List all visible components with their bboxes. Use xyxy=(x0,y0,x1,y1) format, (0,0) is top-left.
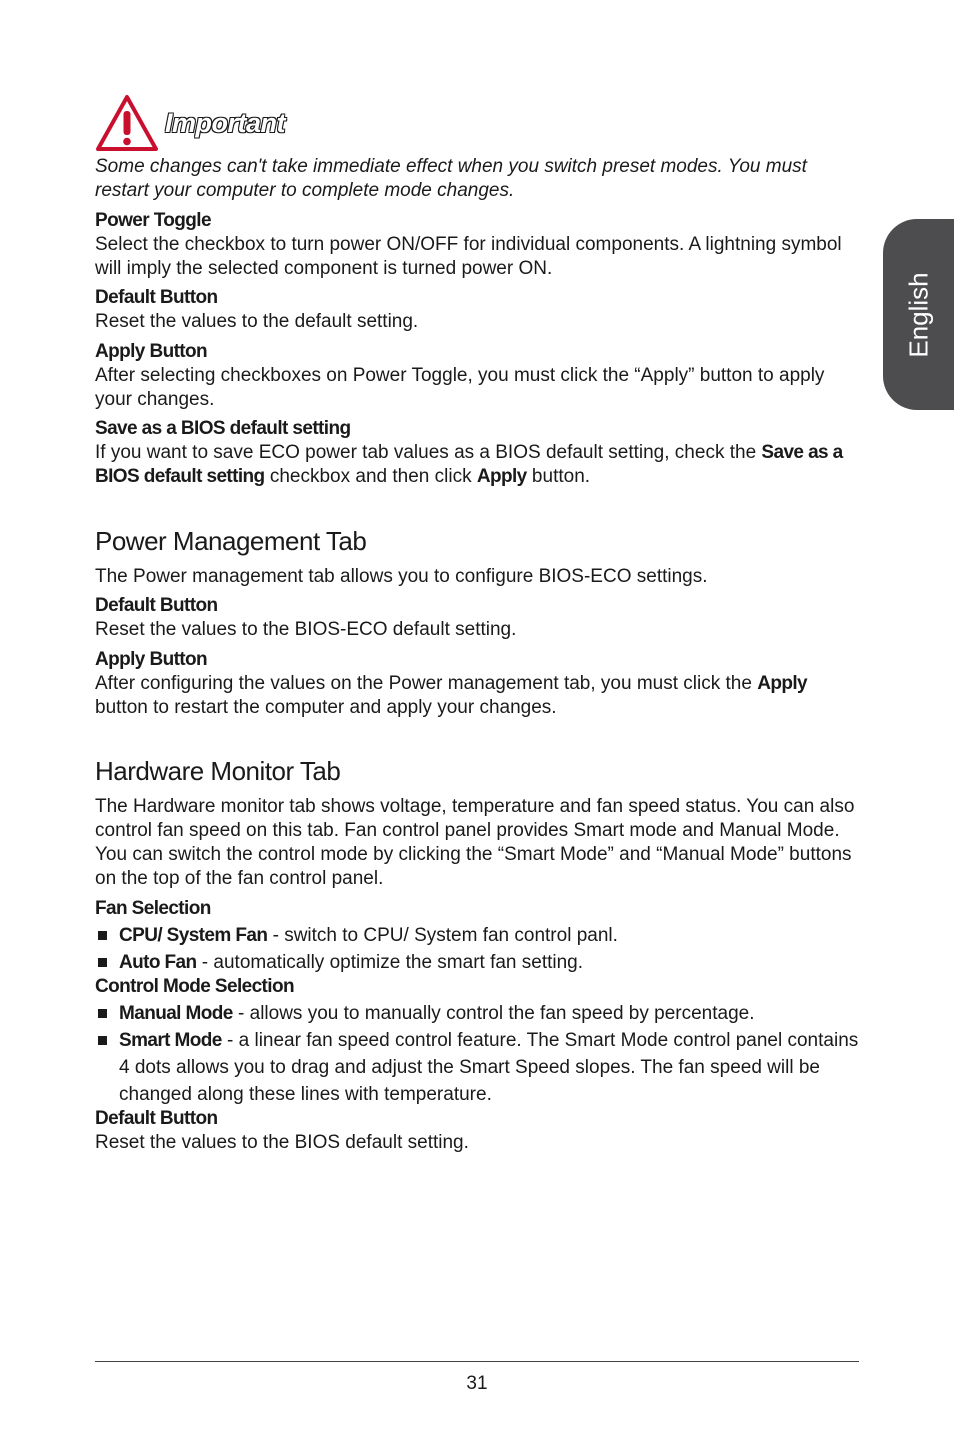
section-text: Select the checkbox to turn power ON/OFF for individual components. A lightning symbol will imply the selected component is turned power ON. xyxy=(95,234,842,279)
section-subheading: Save as a BIOS default setting xyxy=(95,418,351,439)
fan-selection-list xyxy=(95,922,859,976)
eco-item-apply-button xyxy=(95,340,859,412)
eco-item-power-toggle xyxy=(95,209,859,281)
power-management-title: Power Management Tab xyxy=(95,526,367,556)
pm-apply-button-item xyxy=(95,648,859,720)
list-item: CPU/ System Fan - switch to CPU/ System fan control panl. xyxy=(95,922,859,949)
language-tab-english xyxy=(883,219,954,410)
section-subheading: Default Button xyxy=(95,287,218,308)
section-subheading: Default Button xyxy=(95,595,218,616)
control-mode-list xyxy=(95,1000,859,1108)
eco-item-save-bios-default xyxy=(95,417,859,489)
section-subheading: Apply Button xyxy=(95,649,208,670)
hm-default-button-item xyxy=(95,1107,859,1155)
list-item: Smart Mode - a linear fan speed control feature. The Smart Mode control panel contains 4 dots allows you to drag and adjust the Smart Speed slopes. The fan speed will be changed along these lines with temperature. xyxy=(95,1027,859,1108)
important-header xyxy=(95,94,495,152)
section-text: If you want to save ECO power tab values as a BIOS default setting, check the Save as a BIOS default setting checkbox and then click Apply button. xyxy=(95,442,843,487)
section-subheading: Default Button xyxy=(95,1108,218,1129)
section-subheading: Fan Selection xyxy=(95,898,211,919)
section-subheading: Control Mode Selection xyxy=(95,976,294,997)
hardware-monitor-intro: The Hardware monitor tab shows voltage, temperature and fan speed status. You can also control fan speed on this tab. Fan control panel provides Smart mode and Manual Mode. You can switch the control mode by clicking the “Smart Mode” and “Manual Mode” buttons on the top of the fan control panel. xyxy=(95,796,855,889)
important-title: Important xyxy=(165,108,285,138)
section-text: After configuring the values on the Power management tab, you must click the Apply button to restart the computer and apply your changes. xyxy=(95,673,807,718)
section-text: Reset the values to the default setting. xyxy=(95,311,419,332)
language-tab-label: English xyxy=(903,271,934,358)
section-text: Reset the values to the BIOS-ECO default setting. xyxy=(95,619,517,640)
section-subheading: Power Toggle xyxy=(95,210,211,231)
footer-divider xyxy=(95,1361,859,1362)
control-mode-item xyxy=(95,975,859,1108)
power-management-intro: The Power management tab allows you to configure BIOS-ECO settings. xyxy=(95,566,708,587)
list-item: Auto Fan - automatically optimize the smart fan setting. xyxy=(95,949,859,976)
list-item: Manual Mode - allows you to manually control the fan speed by percentage. xyxy=(95,1000,859,1027)
section-text: After selecting checkboxes on Power Toggle, you must click the “Apply” button to apply your changes. xyxy=(95,365,825,410)
eco-item-default-button xyxy=(95,286,859,334)
fan-selection-item xyxy=(95,897,859,976)
section-subheading: Apply Button xyxy=(95,341,208,362)
warning-triangle-icon xyxy=(95,94,159,152)
section-text: Reset the values to the BIOS default setting. xyxy=(95,1132,469,1153)
pm-default-button-item xyxy=(95,594,859,642)
important-note: Some changes can't take immediate effect when you switch preset modes. You must restart your computer to complete mode changes. xyxy=(95,156,807,201)
page-number: 31 xyxy=(466,1373,488,1394)
hardware-monitor-title: Hardware Monitor Tab xyxy=(95,756,341,786)
